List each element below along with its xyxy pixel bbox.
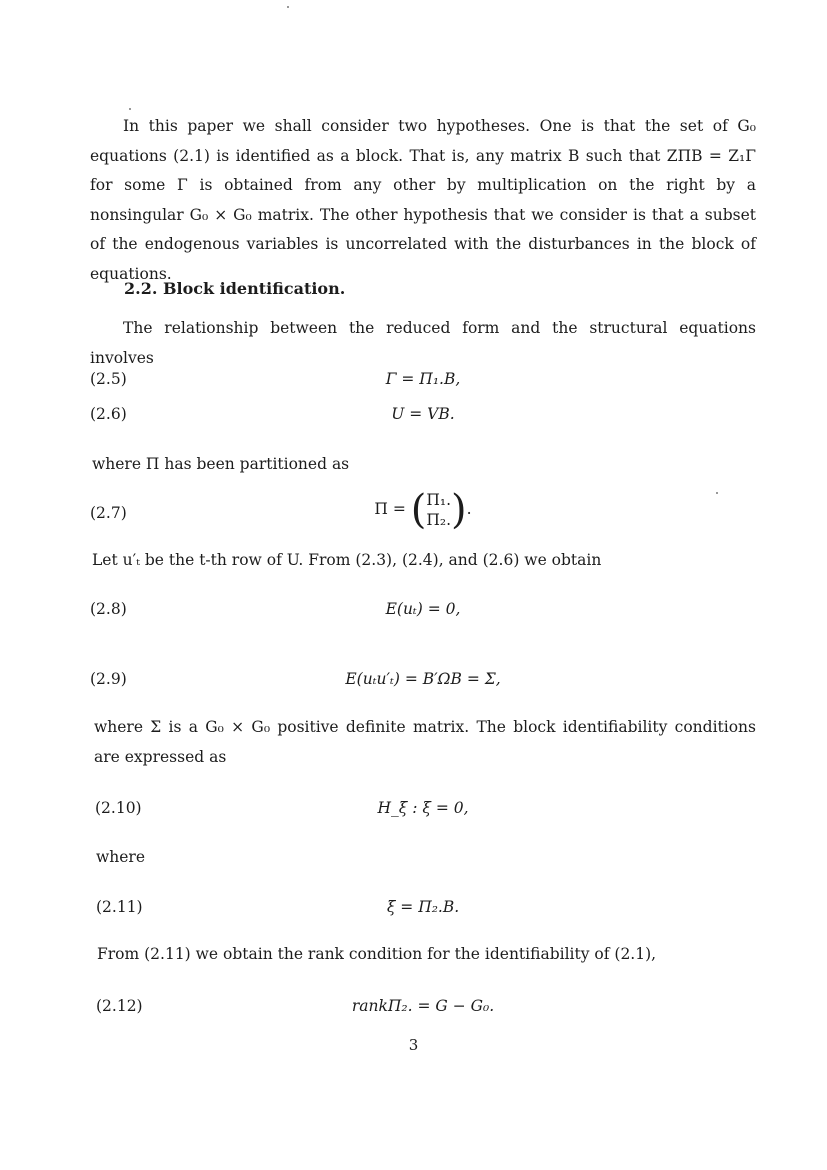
equation-number: (2.7) bbox=[90, 504, 127, 522]
equation-number: (2.8) bbox=[90, 600, 127, 618]
equation-body: E(uₜu′ₜ) = B′ΩB = Σ, bbox=[345, 670, 501, 688]
matrix-bottom-block: Π₂. bbox=[426, 511, 452, 529]
intro-paragraph: In this paper we shall consider two hypotheses. One is that the set of G₀ equations (2.1) is identified as a block. That is, any matrix B such that ZΠB = Z₁Γ for some Γ is obtained from any other by multiplication on the right by a nonsingular G₀ × G₀ matrix. The other hypothesis that we consider is that a subset of the endogenous variables is uncorrelated with the disturbances in the block of equations. bbox=[90, 117, 756, 283]
partitioned-matrix bbox=[410, 487, 467, 533]
equation-2-5 bbox=[90, 370, 756, 398]
equation-number: (2.11) bbox=[96, 898, 143, 916]
section-heading: 2.2. Block identification. bbox=[124, 279, 346, 298]
partition-text: where Π has been partitioned as bbox=[92, 455, 350, 473]
equation-body: Γ = Π₁.B, bbox=[385, 370, 461, 388]
rank-text: From (2.11) we obtain the rank condition for the identifiability of (2.1), bbox=[97, 945, 657, 963]
sigma-paragraph: where Σ is a G₀ × G₀ positive definite matrix. The block identifiability conditions are expressed as bbox=[94, 718, 756, 766]
matrix-column bbox=[426, 490, 451, 530]
equation-2-11 bbox=[90, 898, 756, 926]
equation-body: ξ = Π₂.B. bbox=[386, 898, 460, 916]
where-text: where bbox=[96, 848, 146, 866]
let-text: Let u′ₜ be the t-th row of U. From (2.3), (2.4), and (2.6) we obtain bbox=[92, 551, 602, 569]
page-number: 3 bbox=[408, 1036, 419, 1054]
equation-number: (2.6) bbox=[90, 405, 127, 423]
right-paren: ) bbox=[451, 487, 467, 533]
matrix-top-block: Π₁. bbox=[426, 491, 452, 509]
equation-2-7 bbox=[90, 487, 756, 540]
equation-number: (2.9) bbox=[90, 670, 127, 688]
equation-number: (2.10) bbox=[95, 799, 142, 817]
equation-body: rankΠ₂. = G − G₀. bbox=[351, 997, 495, 1015]
equation-body: U = VB. bbox=[391, 405, 455, 423]
equation-2-12 bbox=[90, 997, 756, 1025]
equation-body: H_ξ : ξ = 0, bbox=[377, 799, 469, 817]
scan-speck bbox=[287, 6, 289, 8]
equation-number: (2.12) bbox=[96, 997, 143, 1015]
left-paren: ( bbox=[410, 487, 427, 533]
scan-speck bbox=[129, 108, 131, 110]
relationship-paragraph: The relationship between the reduced form and the structural equations involves bbox=[90, 319, 756, 367]
matrix-lhs: Π = bbox=[374, 500, 406, 518]
equation-2-9 bbox=[90, 670, 756, 698]
equation-2-6 bbox=[90, 405, 756, 433]
equation-2-10 bbox=[90, 799, 756, 827]
equation-2-8 bbox=[90, 600, 756, 628]
equation-body: E(uₜ) = 0, bbox=[385, 600, 461, 618]
matrix-tail: . bbox=[466, 500, 472, 518]
equation-body bbox=[90, 487, 756, 533]
equation-number: (2.5) bbox=[90, 370, 127, 388]
